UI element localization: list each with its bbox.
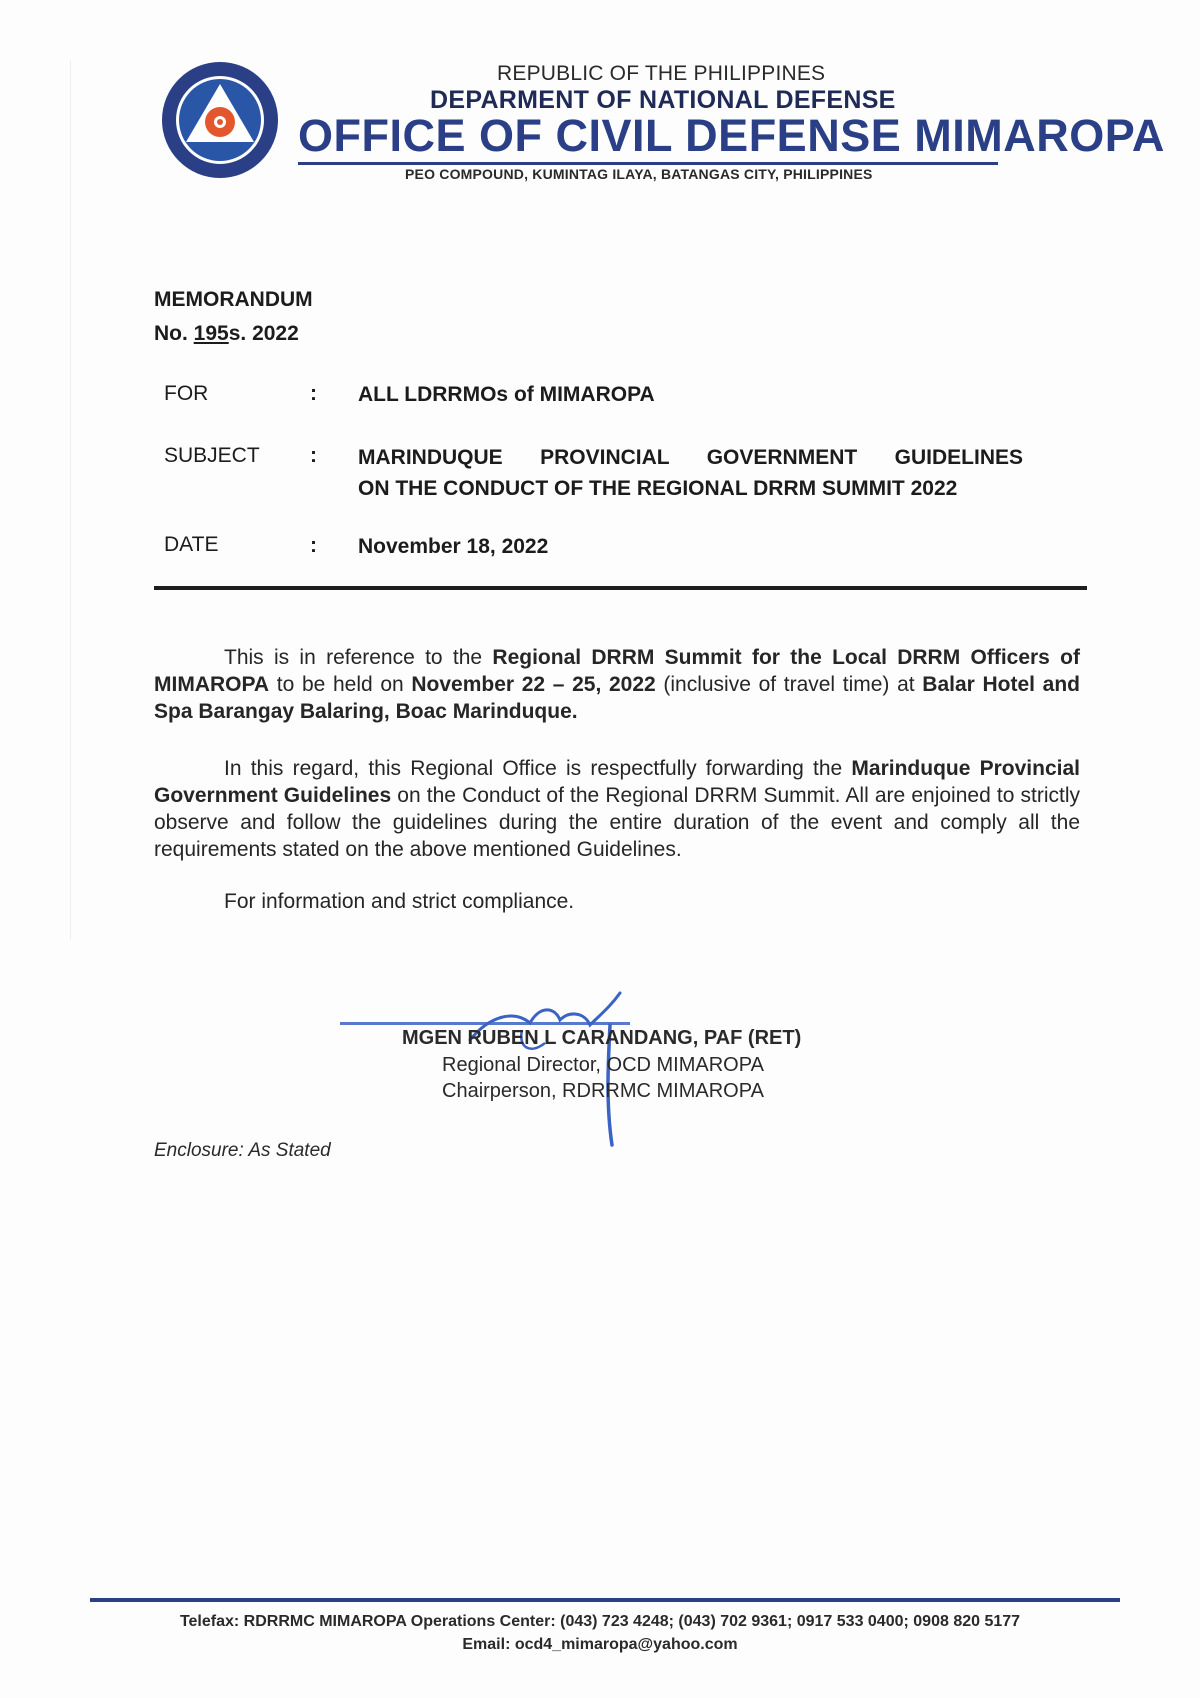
body-paragraph-3 bbox=[154, 888, 1080, 915]
for-label: FOR bbox=[164, 382, 209, 405]
header-address: PEO COMPOUND, KUMINTAG ILAYA, BATANGAS CITY, PHILIPPINES bbox=[405, 166, 873, 182]
memo-number bbox=[154, 322, 299, 346]
p1-text-2: to be held on bbox=[269, 673, 412, 696]
header-republic: REPUBLIC OF THE PHILIPPINES bbox=[497, 62, 826, 85]
p1-text-3: (inclusive of travel time) at bbox=[655, 673, 923, 696]
signatory-title-2: Chairperson, RDRRMC MIMAROPA bbox=[442, 1080, 764, 1102]
enclosure-note: Enclosure: As Stated bbox=[154, 1140, 331, 1161]
memo-series: s. 2022 bbox=[228, 322, 299, 345]
memo-title: MEMORANDUM bbox=[154, 288, 313, 311]
subject-value-line2: ON THE CONDUCT OF THE REGIONAL DRRM SUMMIT 2022 bbox=[358, 477, 958, 500]
memo-number-prefix: No. bbox=[154, 322, 188, 345]
date-colon: : bbox=[310, 534, 317, 557]
signatory-title-1: Regional Director, OCD MIMAROPA bbox=[442, 1054, 764, 1076]
footer-email: Email: ocd4_mimaropa@yahoo.com bbox=[462, 1636, 738, 1653]
p2-text-1: In this regard, this Regional Office is respectfully forwarding the bbox=[224, 757, 852, 780]
header-rule bbox=[298, 162, 998, 165]
date-label: DATE bbox=[164, 533, 219, 556]
header-office: OFFICE OF CIVIL DEFENSE MIMAROPA bbox=[298, 110, 1165, 161]
footer-rule bbox=[90, 1598, 1120, 1602]
subject-value-line1: MARINDUQUE PROVINCIAL GOVERNMENT GUIDELINES bbox=[358, 446, 1023, 469]
p1-bold-venue: Balar Hotel and Spa Barangay Balaring, Boac Marinduque. bbox=[154, 673, 1080, 723]
p1-bold-dates: November 22 – 25, 2022 bbox=[411, 673, 656, 696]
subject-label: SUBJECT bbox=[164, 444, 260, 467]
signatory-name: MGEN RUBEN L CARANDANG, PAF (RET) bbox=[402, 1027, 802, 1049]
memo-number-value: 195 bbox=[193, 322, 229, 345]
department-seal-icon bbox=[160, 60, 280, 180]
subject-colon: : bbox=[310, 444, 317, 467]
p1-text-1: This is in reference to the bbox=[224, 646, 493, 669]
body-paragraph-1 bbox=[154, 644, 1080, 725]
for-colon: : bbox=[310, 382, 317, 405]
p2-text-2: on the Conduct of the Regional DRRM Summit. All are enjoined to strictly observe and follow the guidelines during the entire duration of the event and comply all the requirements stated on the above mentioned Guidelines. bbox=[154, 784, 1080, 861]
p1-bold-event: Regional DRRM Summit for the Local DRRM Officers of MIMAROPA bbox=[154, 646, 1080, 696]
p3-text: For information and strict compliance. bbox=[224, 890, 575, 913]
header-department: DEPARMENT OF NATIONAL DEFENSE bbox=[430, 86, 896, 114]
scan-edge bbox=[70, 60, 71, 940]
for-value: ALL LDRRMOs of MIMAROPA bbox=[358, 383, 655, 406]
body-paragraph-2 bbox=[154, 755, 1080, 863]
footer-contact: Telefax: RDRRMC MIMAROPA Operations Center: (043) 723 4248; (043) 702 9361; 0917 533 0400; 0908 820 5177 bbox=[179, 1613, 1021, 1630]
header-divider bbox=[154, 586, 1087, 590]
date-value: November 18, 2022 bbox=[358, 535, 549, 558]
p2-bold-guidelines: Marinduque Provincial Government Guidelines bbox=[154, 757, 1080, 807]
